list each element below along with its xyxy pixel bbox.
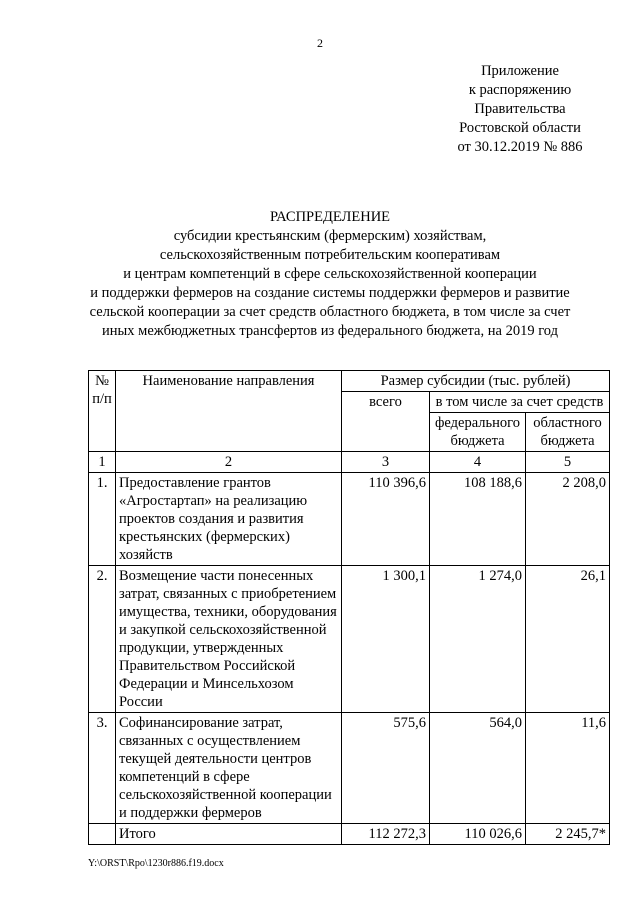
totals-total: 112 272,3 [342,824,430,845]
row-federal: 108 188,6 [430,473,526,566]
appendix-block [410,62,630,157]
totals-label: Итого [116,824,342,845]
totals-federal: 110 026,6 [430,824,526,845]
row-federal: 1 274,0 [430,566,526,713]
row-name: Возмещение части понесенных затрат, связанных с приобретением имущества, техники, оборудования и закупкой сельскохозяйственной продукции, утвержденных Правительством Российской Федерации и Минсельхозом России [116,566,342,713]
appendix-line: Приложение [481,63,559,79]
row-regional: 11,6 [526,713,610,824]
appendix-line: Ростовской области [459,120,581,136]
col-number: 5 [526,452,610,473]
row-total: 575,6 [342,713,430,824]
subsidy-table [88,370,610,845]
row-num: 2. [89,566,116,713]
totals-row [89,824,610,845]
title-line: и центрам компетенций в сфере сельскохозяйственной кооперации [123,266,537,282]
title-line: субсидии крестьянским (фермерским) хозяйствам, [173,228,487,244]
header-regional: областного бюджета [526,413,610,452]
col-number: 4 [430,452,526,473]
title-line: сельской кооперации за счет средств областного бюджета, в том числе за счет [89,304,571,320]
page-number: 2 [317,36,323,50]
row-total: 110 396,6 [342,473,430,566]
col-number: 3 [342,452,430,473]
header-incl: в том числе за счет средств [430,392,610,413]
appendix-line: к распоряжению [468,82,572,98]
appendix-line: Правительства [474,101,566,117]
table-row [89,473,610,566]
row-total: 1 300,1 [342,566,430,713]
header-num: № п/п [89,371,116,452]
row-name: Софинансирование затрат, связанных с осуществлением текущей деятельности центров компетенций в сфере сельскохозяйственной кооперации и поддержки фермеров [116,713,342,824]
totals-regional: 2 245,7* [526,824,610,845]
row-num: 1. [89,473,116,566]
row-federal: 564,0 [430,713,526,824]
header-name: Наименование направления [116,371,342,452]
title-line: сельскохозяйственным потребительским кооперативам [159,247,501,263]
file-path-footer: Y:\ORST\Rpo\1230r886.f19.docx [88,858,224,869]
header-total: всего [342,392,430,452]
header-size: Размер субсидии (тыс. рублей) [342,371,610,392]
appendix-line: от 30.12.2019 № 886 [457,139,583,155]
title-line: иных межбюджетных трансфертов из федерального бюджета, на 2019 год [102,323,558,339]
column-numbers-row [89,452,610,473]
title-line: и поддержки фермеров на создание системы поддержки фермеров и развитие [90,285,570,301]
table-row [89,566,610,713]
totals-num-cell [89,824,116,845]
row-regional: 2 208,0 [526,473,610,566]
col-number: 1 [89,452,116,473]
document-title [60,208,600,341]
col-number: 2 [116,452,342,473]
header-federal: федерального бюджета [430,413,526,452]
row-name: Предоставление грантов «Агростартап» на реализацию проектов создания и развития крестьянских (фермерских) хозяйств [116,473,342,566]
table-row [89,713,610,824]
row-regional: 26,1 [526,566,610,713]
row-num: 3. [89,713,116,824]
title-heading: РАСПРЕДЕЛЕНИЕ [269,209,391,225]
